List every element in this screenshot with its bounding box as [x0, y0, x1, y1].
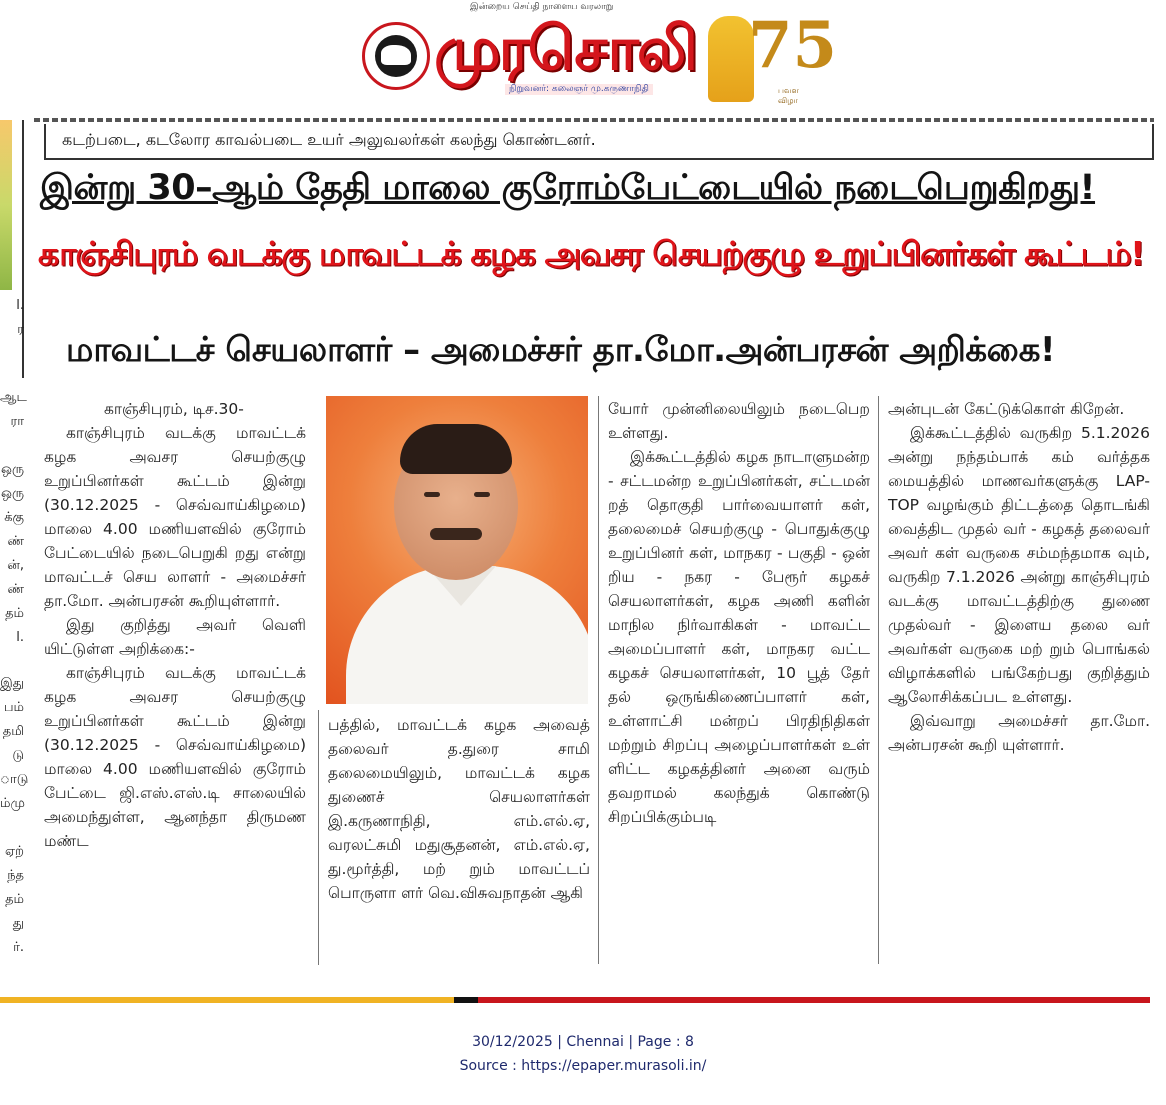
- adjacent-text-fragment: ந்த: [7, 868, 24, 883]
- article-column-2: [328, 713, 590, 905]
- adjacent-text-fragment: ரா: [10, 414, 24, 429]
- adjacent-text-fragment: ர்.: [13, 940, 24, 955]
- adjacent-text-fragment: ாடு: [0, 772, 29, 787]
- adjacent-text-fragment: க்கு: [4, 510, 24, 525]
- adjacent-text-fragment: பம்: [3, 700, 24, 715]
- previous-article-text: கடற்படை, கடலோர காவல்படை உயர் அலுவலர்கள் கலந்து கொண்டனர்.: [62, 130, 596, 149]
- masthead-tagline: இன்றைய செய்தி நாளைய வரலாறு: [470, 2, 614, 12]
- adjacent-article-strip: [0, 120, 28, 980]
- adjacent-text-fragment: தம்: [5, 606, 24, 621]
- paragraph: இக்கூட்டத்தில் கழக நாடாளுமன்ற - சட்டமன்ற உறுப்பினர்கள், சட்டமன் றத் தொகுதி பார்வையாளர் கள், தலைமைச் செயற்குழு - பொதுக்குழு உறுப்பினர் கள், மாநகர - பகுதி - ஒன் றிய - நகர - பேரூர் கழகச் செயலாளர்கள், கழக அணி களின் மாநில நிர்வாகிகள் - மாவட்ட அமைப்பாளர் கள், மாநகர வட்ட கழகச் செயலாளர்கள், 10 பூத் தேர் தல் ஒருங்கிணைப்பாளர் கள், உள்ளாட்சி மன்றப் பிரதிநிதிகள் மற்றும் சிறப்பு அழைப்பாளர்கள் உள் ளிட்ட கழகத்தினர் அனை வரும் தவறாமல் கலந்துக் கொண்டு சிறப்பிக்கும்படி: [608, 448, 870, 826]
- adjacent-text-fragment: தம்: [5, 892, 24, 907]
- adjacent-text-fragment: து: [12, 916, 24, 931]
- source-link[interactable]: Source : https://epaper.murasoli.in/: [459, 1058, 707, 1074]
- column-divider: [598, 396, 599, 964]
- main-headline: காஞ்சிபுரம் வடக்கு மாவட்டக் கழக அவசர செயற்குழு உறுப்பினர்கள் கூட்டம்!: [38, 234, 1144, 273]
- adjacent-text-fragment: ண்: [7, 534, 24, 549]
- paragraph: இக்கூட்டத்தில் வருகிற 5.1.2026 அன்று நந்தம்பாக் கம் வர்த்தக மையத்தில் மாணவர்களுக்கு LAP-TOP வழங்கும் திட்டத்தை தொடங்கி வைத்திட முதல் வர் - கழகத் தலைவர் அவர் கள் வருகை சம்மந்தமாக வும், வருகிற 7.1.2026 அன்று காஞ்சிபுரம் வடக்கு மாவட்டத்திற்கு துணை முதல்வர் - இளைய தலை வர் அவர்கள் வருகை மற் றும் பொங்கல் விழாக்களில் பங்கேற்பது குறித்தும் ஆலோசிக்கப்பட உள்ளது.: [888, 424, 1150, 706]
- article-frame-top: [34, 118, 1154, 122]
- logo-subtitle: நிறுவனர்: கலைஞர் மு.கருணாநிதி: [505, 84, 653, 95]
- adjacent-text-fragment: l.: [16, 630, 24, 645]
- dateline: காஞ்சிபுரம், டிச.30-: [104, 400, 244, 418]
- adjacent-text-fragment: ஆட: [0, 390, 27, 405]
- column-divider: [878, 396, 879, 964]
- adjacent-text-fragment: தமி: [2, 724, 24, 739]
- paragraph: இது குறித்து அவர் வெளி யிட்டுள்ள அறிக்கை:-: [44, 616, 306, 658]
- anniversary-number: 75: [748, 8, 838, 83]
- party-seal-icon: [362, 22, 430, 90]
- adjacent-text-fragment: ஒரு: [1, 486, 24, 501]
- adjacent-text-fragment: l.: [16, 298, 24, 313]
- anniversary-emblem: [708, 6, 838, 106]
- sub-headline: மாவட்டச் செயலாளர் – அமைச்சர் தா.மோ.அன்பரசன் அறிக்கை!: [66, 330, 1056, 370]
- adjacent-photo: [0, 120, 12, 290]
- page-footer: [0, 1030, 1166, 1078]
- newspaper-logo: முரசொலி: [434, 14, 696, 84]
- paragraph: காஞ்சிபுரம் வடக்கு மாவட்டக் கழக அவசர செயற்குழு உறுப்பினர்கள் கூட்டம் இன்று (30.12.2025 - செவ்வாய்கிழமை) மாலை 4.00 மணியளவில் குரோம் பேட்டை ஜி.எஸ்.எஸ்.டி சாலையில் அமைந்துள்ள, ஆனந்தா திருமண மண்ட: [44, 664, 306, 850]
- adjacent-text-fragment: ண்: [7, 582, 24, 597]
- paragraph: பத்தில், மாவட்டக் கழக அவைத் தலைவர் த.துரை சாமி தலைமையிலும், மாவட்டக் கழக துணைச் செயலாளர்கள் இ.கருணாநிதி, எம்.எல்.ஏ, வரலட்சுமி மதுசூதனன், எம்.எல்.ஏ, து.மூர்த்தி, மற் றும் மாவட்டப் பொருளா ளர் வெ.விசுவநாதன் ஆகி: [328, 716, 590, 902]
- adjacent-text-fragment: ஏற்: [5, 844, 24, 859]
- adjacent-text-fragment: இது: [0, 676, 24, 691]
- minister-photo: [326, 396, 588, 704]
- column-divider: [22, 120, 24, 378]
- adjacent-text-fragment: ம்மு: [0, 796, 25, 811]
- anniversary-label: பவள விழா: [778, 86, 799, 105]
- article-column-3: [608, 397, 870, 829]
- paragraph: இவ்வாறு அமைச்சர் தா.மோ. அன்பரசன் கூறி யுள்ளார்.: [888, 712, 1150, 754]
- paragraph: காஞ்சிபுரம் வடக்கு மாவட்டக் கழக அவசர செயற்குழு உறுப்பினர்கள் கூட்டம் இன்று (30.12.2025 - செவ்வாய்கிழமை) மாலை 4.00 மணியளவில் குரோம் பேட்டையில் நடைபெறுகி றது என்று மாவட்டச் செய லாளர் - அமைச்சர் தா.மோ. அன்பரசன் கூறியுள்ளார்.: [44, 424, 306, 610]
- adjacent-text-fragment: டு: [12, 748, 24, 763]
- adjacent-text-fragment: ர: [17, 322, 24, 337]
- footer-colour-band: [0, 997, 1150, 1003]
- masthead: [0, 0, 1166, 115]
- previous-article-box: [44, 124, 1154, 160]
- kicker-headline: இன்று 30–ஆம் தேதி மாலை குரோம்பேட்டையில் நடைபெறுகிறது!: [40, 168, 1096, 208]
- paragraph: யோர் முன்னிலையிலும் நடைபெற உள்ளது.: [608, 400, 870, 442]
- article-column-4: [888, 397, 1150, 757]
- adjacent-text-fragment: ன்,: [7, 558, 24, 573]
- edition-info: 30/12/2025 | Chennai | Page : 8: [472, 1034, 694, 1050]
- article-column-1: [44, 397, 306, 853]
- paragraph: அன்புடன் கேட்டுக்கொள் கிறேன்.: [888, 400, 1125, 418]
- column-divider: [318, 710, 319, 965]
- adjacent-text-fragment: ஒரு: [1, 462, 24, 477]
